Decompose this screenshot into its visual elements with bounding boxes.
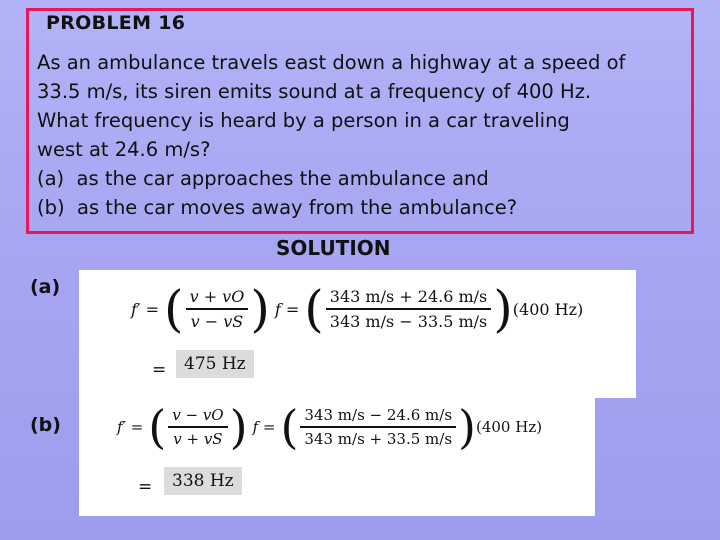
part-b-open-paren-2: ( (280, 400, 299, 454)
problem-line-5: (a) as the car approaches the ambulance and (37, 167, 489, 190)
part-a-label: (a) (30, 276, 61, 298)
part-b-symbolic-fraction-bar (168, 426, 227, 428)
part-b-symbolic-numerator: v − vO (172, 406, 224, 425)
part-a-f-equals: f = (274, 299, 300, 319)
problem-line-4: west at 24.6 m/s? (37, 138, 211, 161)
part-a-result: 475 Hz (176, 350, 254, 378)
part-a-numeric-denominator: 343 m/s − 33.5 m/s (329, 311, 488, 331)
part-a-close-paren-2: ) (493, 280, 513, 338)
problem-line-6: (b) as the car moves away from the ambulance? (37, 196, 518, 219)
part-b-symbolic-fraction (168, 406, 227, 448)
part-a-close-paren: ) (250, 280, 270, 338)
part-a-open-paren-2: ( (304, 280, 324, 338)
problem-line-3: What frequency is heard by a person in a car traveling (37, 109, 570, 132)
part-a-equation (126, 280, 584, 338)
part-b-result: 338 Hz (164, 467, 242, 495)
part-b-close-paren-2: ) (458, 400, 476, 454)
part-b-numeric-numerator: 343 m/s − 24.6 m/s (304, 406, 453, 425)
part-a-frequency-factor: (400 Hz) (512, 299, 584, 319)
problem-line-2: 33.5 m/s, its siren emits sound at a frequency of 400 Hz. (37, 80, 592, 103)
part-b-numeric-denominator: 343 m/s + 33.5 m/s (304, 429, 453, 448)
part-b-lhs: f′ = (117, 418, 144, 436)
part-a-symbolic-numerator: v + vO (189, 287, 245, 307)
part-a-numeric-fraction-bar (326, 308, 491, 310)
part-a-numeric-fraction (326, 287, 491, 331)
part-a-symbolic-fraction-bar (186, 308, 249, 310)
problem-title: PROBLEM 16 (46, 12, 186, 34)
part-b-f-equals: f = (252, 418, 276, 436)
part-b-numeric-fraction (300, 406, 456, 448)
part-a-open-paren: ( (164, 280, 184, 338)
problem-line-1: As an ambulance travels east down a highway at a speed of (37, 51, 626, 74)
part-a-symbolic-fraction (186, 287, 249, 331)
part-b-label: (b) (30, 414, 61, 436)
solution-heading: SOLUTION (276, 236, 391, 260)
part-b-equals: = (138, 477, 153, 497)
part-b-numeric-fraction-bar (300, 426, 456, 428)
part-b-close-paren: ) (229, 400, 248, 454)
part-a-equals: = (152, 360, 167, 380)
part-b-equation (112, 400, 543, 454)
part-a-symbolic-denominator: v − vS (190, 311, 244, 331)
part-a-lhs: f′ = (131, 299, 160, 319)
part-b-symbolic-denominator: v + vS (173, 429, 223, 448)
part-b-open-paren: ( (148, 400, 167, 454)
part-b-frequency-factor: (400 Hz) (475, 418, 543, 436)
part-a-numeric-numerator: 343 m/s + 24.6 m/s (329, 287, 488, 307)
